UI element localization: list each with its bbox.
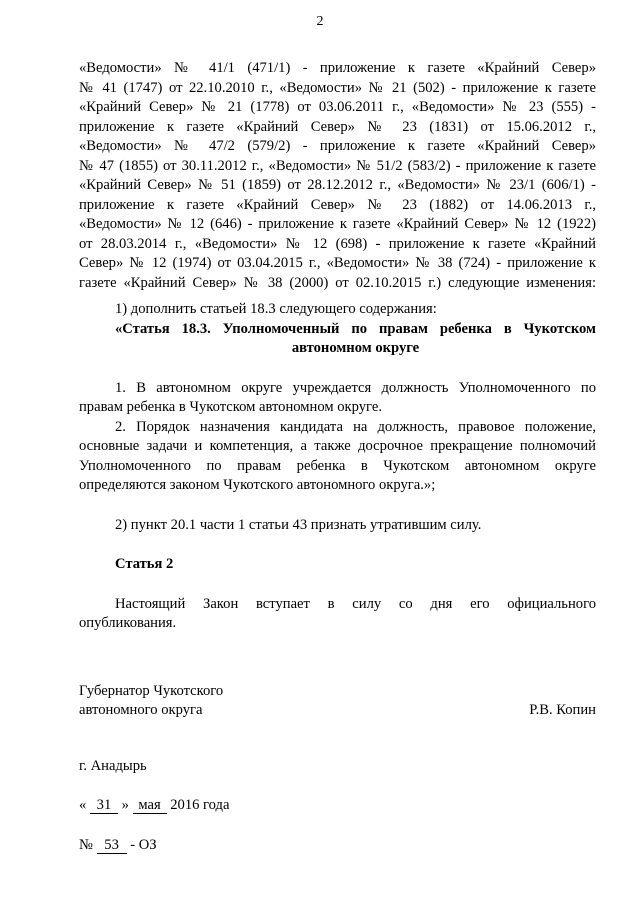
intro-line: «Ведомости» № 12 (646) - приложение к газете «Крайний Север» № 12 (1922): [79, 216, 596, 232]
article-18-3-paragraph-2: [79, 418, 596, 496]
date-month: мая: [133, 797, 167, 814]
law-number-suffix: - ОЗ: [130, 836, 157, 853]
amendment-intro: [79, 59, 596, 293]
paragraph-line: 1. В автономном округе учреждается должность Уполномоченного по: [115, 379, 596, 396]
intro-line: № 41 (1747) от 22.10.2010 г., «Ведомости» № 21 (502) - приложение к газете: [79, 79, 596, 96]
intro-line: приложение к газете «Крайний Север» № 23 (1831) от 15.06.2012 г.,: [79, 118, 596, 135]
paragraph-line: определяются законом Чукотского автономного округа.»;: [79, 477, 436, 493]
article-18-3-title-line1: «Статья 18.3. Уполномоченный по правам ребенка в Чукотском: [115, 320, 596, 337]
intro-line: Север» № 12 (1974) от 03.04.2015 г., «Ведомости» № 38 (724) - приложение к: [79, 255, 596, 271]
intro-line: «Ведомости» № 41/1 (471/1) - приложение к газете «Крайний Север»: [79, 60, 596, 76]
intro-line: «Ведомости» № 47/2 (579/2) - приложение к газете «Крайний Север»: [79, 138, 596, 154]
intro-line: газете «Крайний Север» № 38 (2000) от 02.10.2015 г.) следующие изменения:: [79, 274, 596, 291]
date-day: 31: [90, 797, 118, 814]
paragraph-line: правам ребенка в Чукотском автономном округе.: [79, 399, 382, 415]
date-close-quote: »: [121, 797, 129, 813]
signing-date: [79, 796, 596, 816]
paragraph-line: 2. Порядок назначения кандидата на должность, правовое положение,: [115, 418, 596, 435]
paragraph-line: Уполномоченного по правам ребенка в Чукотском автономном округе: [79, 457, 596, 474]
page-number: 2: [316, 14, 324, 29]
document-body: [79, 59, 596, 855]
signatory-name: Р.В. Копин: [529, 702, 596, 718]
signature-block: [79, 682, 596, 721]
law-number: [79, 836, 596, 856]
intro-line: «Крайний Север» № 51 (1859) от 28.12.2012 г., «Ведомости» № 23/1 (606/1) -: [79, 177, 596, 193]
paragraph-line: Настоящий Закон вступает в силу со дня его официального: [115, 595, 596, 612]
paragraph-line: основные задачи и компетенция, а также досрочное прекращение полномочий: [79, 438, 596, 454]
law-number-prefix: №: [79, 836, 93, 853]
date-year: 2016 года: [170, 797, 230, 813]
intro-line: № 47 (1855) от 30.11.2012 г., «Ведомости» № 51/2 (583/2) - приложение к газете: [79, 157, 596, 174]
law-number-value: 53: [97, 837, 127, 854]
article-18-3-title: [79, 320, 596, 359]
amendment-item-1: 1) дополнить статьей 18.3 следующего содержания:: [115, 301, 437, 317]
intro-line: «Крайний Север» № 21 (1778) от 03.06.2011 г., «Ведомости» № 23 (555) -: [79, 99, 596, 115]
place-of-signing: г. Анадырь: [79, 757, 147, 774]
intro-line: приложение к газете «Крайний Север» № 23 (1882) от 14.06.2013 г.,: [79, 196, 596, 213]
amendment-item-2: 2) пункт 20.1 части 1 статьи 43 признать утратившим силу.: [115, 516, 482, 533]
article-18-3-title-line2: автономном округе: [291, 340, 420, 356]
intro-line: от 28.03.2014 г., «Ведомости» № 12 (698) - приложение к газете «Крайний: [79, 235, 596, 252]
article-2-text: [79, 595, 596, 634]
article-18-3-paragraph-1: [79, 379, 596, 418]
date-open-quote: «: [79, 797, 87, 813]
article-2-title: Статья 2: [115, 556, 174, 572]
paragraph-line: опубликования.: [79, 615, 177, 631]
signatory-position-line2: автономного округа: [79, 702, 203, 718]
signatory-position: Губернатор Чукотского: [79, 682, 224, 699]
